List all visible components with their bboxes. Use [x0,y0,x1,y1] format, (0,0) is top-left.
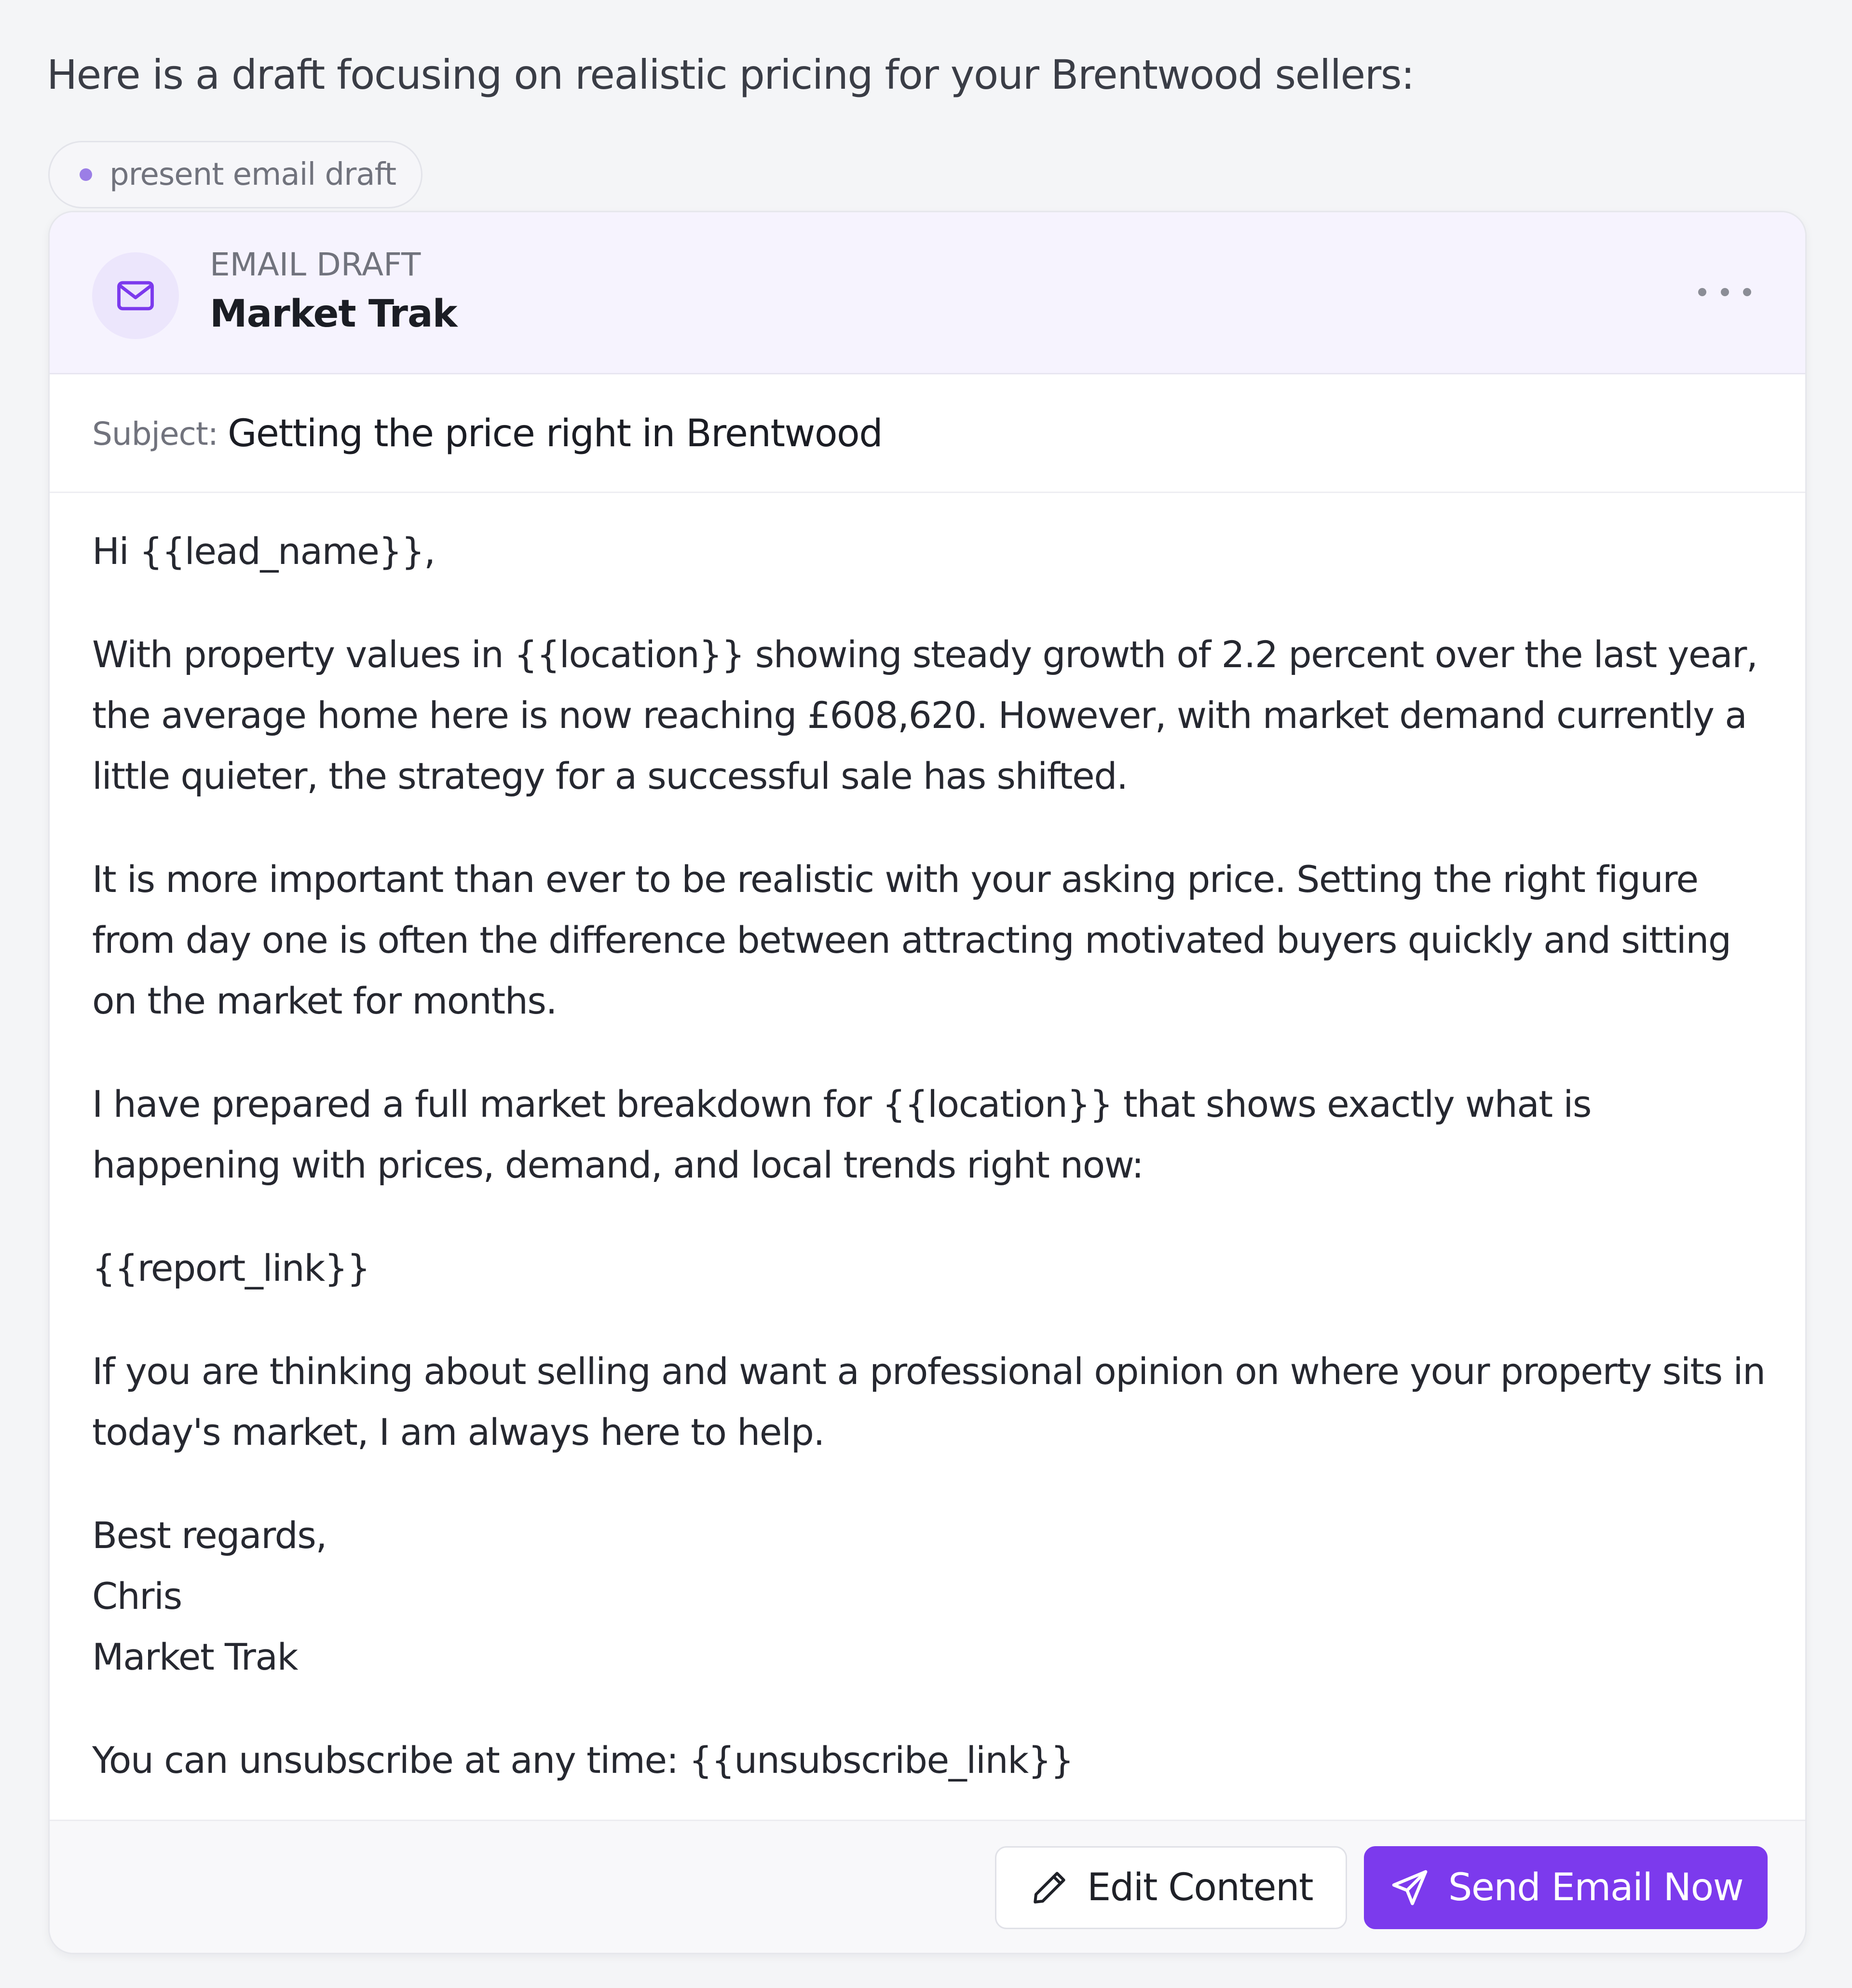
subject-label: Subject: [92,415,218,452]
more-horizontal-icon [1698,288,1706,296]
signoff-name: Chris [92,1575,182,1618]
email-paragraph: It is more important than ever to be realistic with your asking price. Setting the right figure from day one is often the difference between attracting motivated buyers quickly and sitting on the market for months. [92,858,1731,1022]
email-draft-kicker: EMAIL DRAFT [210,246,421,283]
report-link-placeholder: {{report_link}} [92,1247,370,1289]
email-body [92,521,1780,1833]
subject-value: Getting the price right in Brentwood [227,412,883,455]
more-horizontal-icon [1721,288,1729,296]
email-signoff [92,1505,1780,1687]
email-paragraph: I have prepared a full market breakdown for {{location}} that shows exactly what is happening with prices, demand, and local trends right now: [92,1083,1591,1186]
pencil-icon [1029,1867,1070,1908]
email-paragraph: If you are thinking about selling and want a professional opinion on where your property sits in today's market, I am always here to help. [92,1350,1765,1453]
email-sender-title: Market Trak [210,292,457,336]
email-paragraph: With property values in {{location}} showing steady growth of 2.2 percent over the last year, the average home here is now reaching £608,620. However, with market demand currently a little quieter, the strategy for a successful sale has shifted. [92,633,1757,797]
send-email-button[interactable] [1364,1846,1768,1929]
unsubscribe-text: You can unsubscribe at any time: {{unsubscribe_link}} [92,1739,1074,1782]
edit-content-button[interactable] [995,1846,1347,1929]
signoff-company: Market Trak [92,1635,298,1678]
tool-call-pill [48,141,422,208]
email-card-footer [50,1820,1805,1954]
assistant-message-intro: Here is a draft focusing on realistic pricing for your Brentwood sellers: [47,51,1414,98]
send-icon [1389,1866,1431,1909]
more-horizontal-icon [1743,288,1751,296]
email-draft-card [48,211,1807,1954]
tool-call-label: present email draft [109,157,396,192]
email-card-header [50,212,1805,374]
send-email-label: Send Email Now [1448,1866,1743,1909]
edit-content-label: Edit Content [1087,1866,1313,1909]
email-greeting: Hi {{lead_name}}, [92,530,435,573]
mail-icon [92,252,179,339]
signoff-line: Best regards, [92,1514,327,1557]
status-dot-icon [80,168,92,181]
email-subject-row [50,376,1805,493]
more-options-button[interactable] [1698,280,1751,304]
